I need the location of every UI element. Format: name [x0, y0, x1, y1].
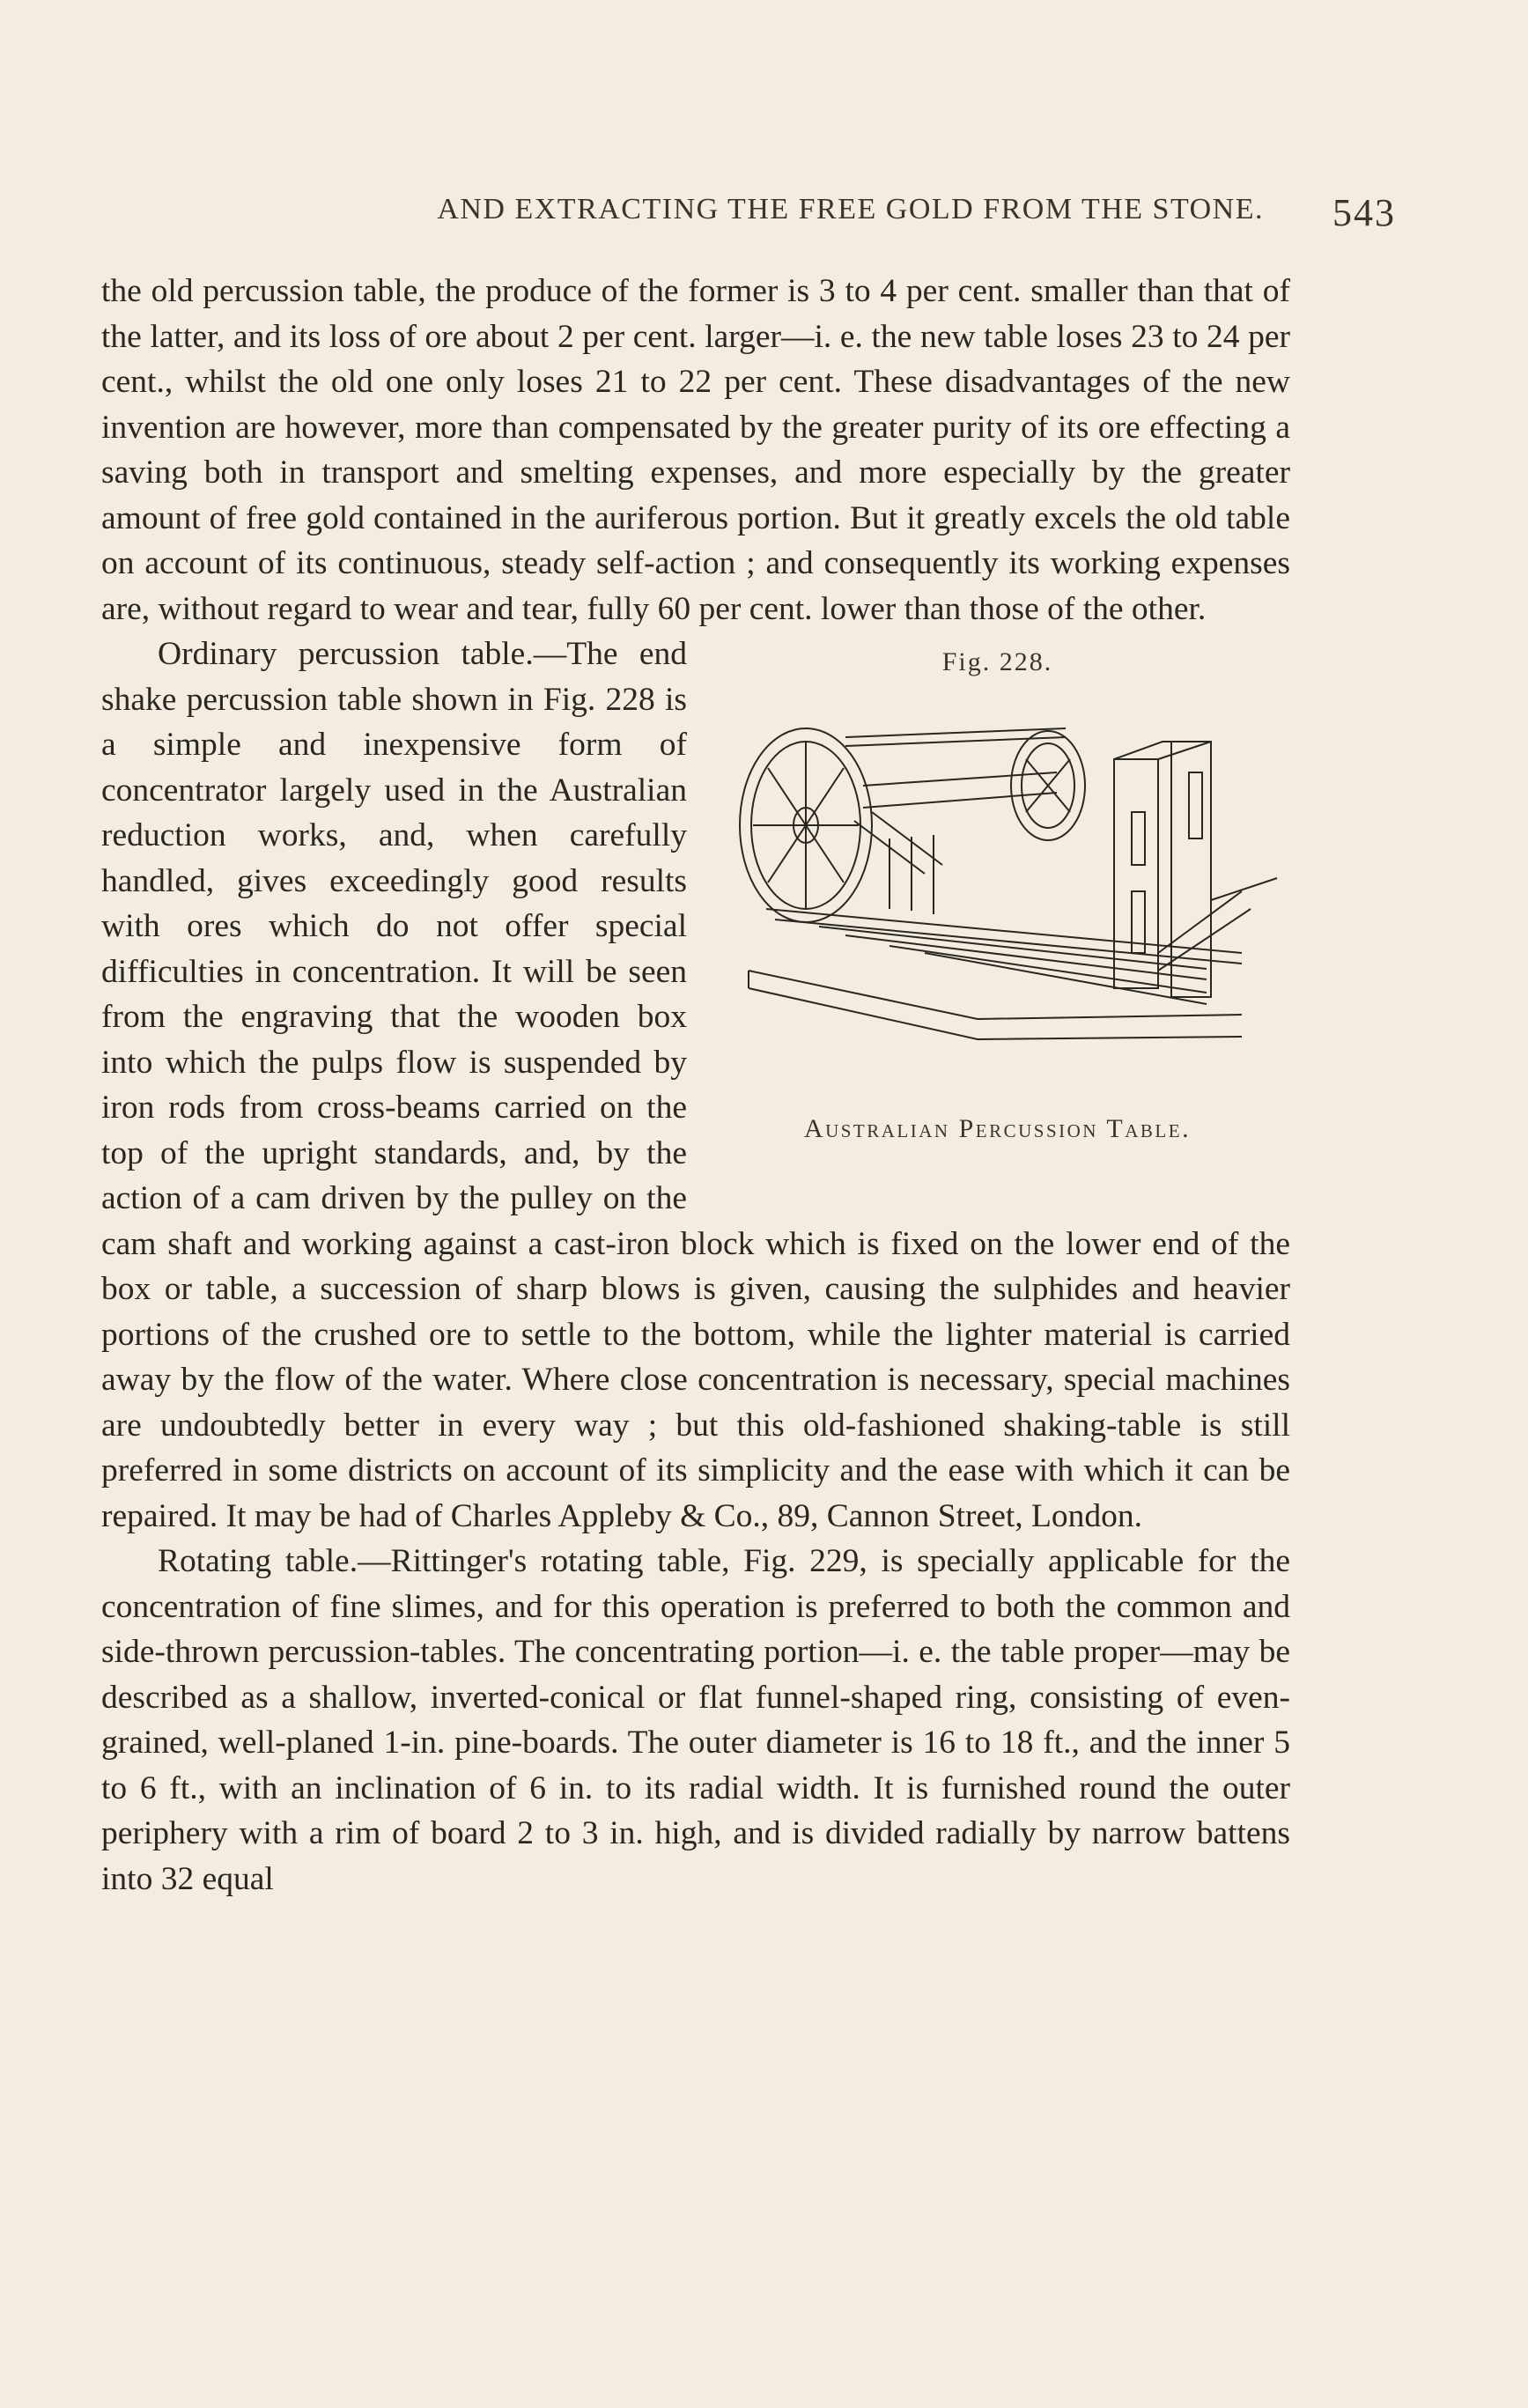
figure-caption: Australian Percussion Table.: [803, 1114, 1192, 1143]
figure-228: [705, 640, 1290, 1183]
page-number: 543: [1332, 191, 1396, 234]
body-text: [101, 269, 1290, 1902]
paragraph-continuation: the old percussion table, the produce of the former is 3 to 4 per cent. smaller than that of the latter, and its loss of ore about 2 per cent. larger—i. e. the new table loses 23 to 24 per cent., whilst the old one only loses 21 to 22 per cent. These disadvantages of the new invention are however, more than compensated by the greater purity of its ore effecting a saving both in transport and smelting expenses, and more especially by the greater amount of free gold contained in the auriferous portion. But it greatly excels the old table on account of its continuous, steady self-action ; and consequently its working expenses are, without regard to wear and tear, fully 60 per cent. lower than those of the other.: [101, 273, 1290, 627]
figure-label: Fig. 228.: [941, 647, 1053, 676]
paragraph-ordinary-percussion-table: Ordinary percussion table.—The end shake percussion table shown in Fig. 228 is a simple and inexpensive form of concentrator largely used in the Australian reduction works, and, when carefully handled, gives exceedingly good results with ores which do not offer special difficulties in concentration. It will be seen from the engraving that the wooden box into which the pulps flow is suspended by iron rods from cross-beams carried on the top of the upright standards, and, by the action of a cam driven by the pulley on the cam shaft and working against a cast-iron block which is fixed on the lower end of the box or table, a succession of sharp blows is given, causing the sulphides and heavier portions of the crushed ore to settle to the bottom, while the lighter material is carried away by the flow of the water. Where close concentration is necessary, special machines are undoubtedly better in every way ; but this old-fashioned shaking-table is still preferred in some districts on account of its simplicity and the ease with which it can be repaired. It may be had of Charles Appleby & Co., 89, Cannon Street, London.: [101, 636, 1290, 1534]
percussion-table-illustration: [713, 689, 1286, 1076]
running-title: AND EXTRACTING THE FREE GOLD FROM THE STONE.: [437, 193, 1264, 225]
paragraph-rotating-table: Rotating table.—Rittinger's rotating table, Fig. 229, is specially applicable for the concentration of fine slimes, and for this operation is preferred to both the common and side-thrown percussion-tables. The concentrating portion—i. e. the table proper—may be described as a shallow, inverted-conical or flat funnel-shaped ring, consisting of even-grained, well-planed 1-in. pine-boards. The outer diameter is 16 to 18 ft., and the inner 5 to 6 ft., with an inclination of 6 in. to its radial width. It is furnished round the outer periphery with a rim of board 2 to 3 in. high, and is divided radially by narrow battens into 32 equal: [101, 1543, 1290, 1897]
